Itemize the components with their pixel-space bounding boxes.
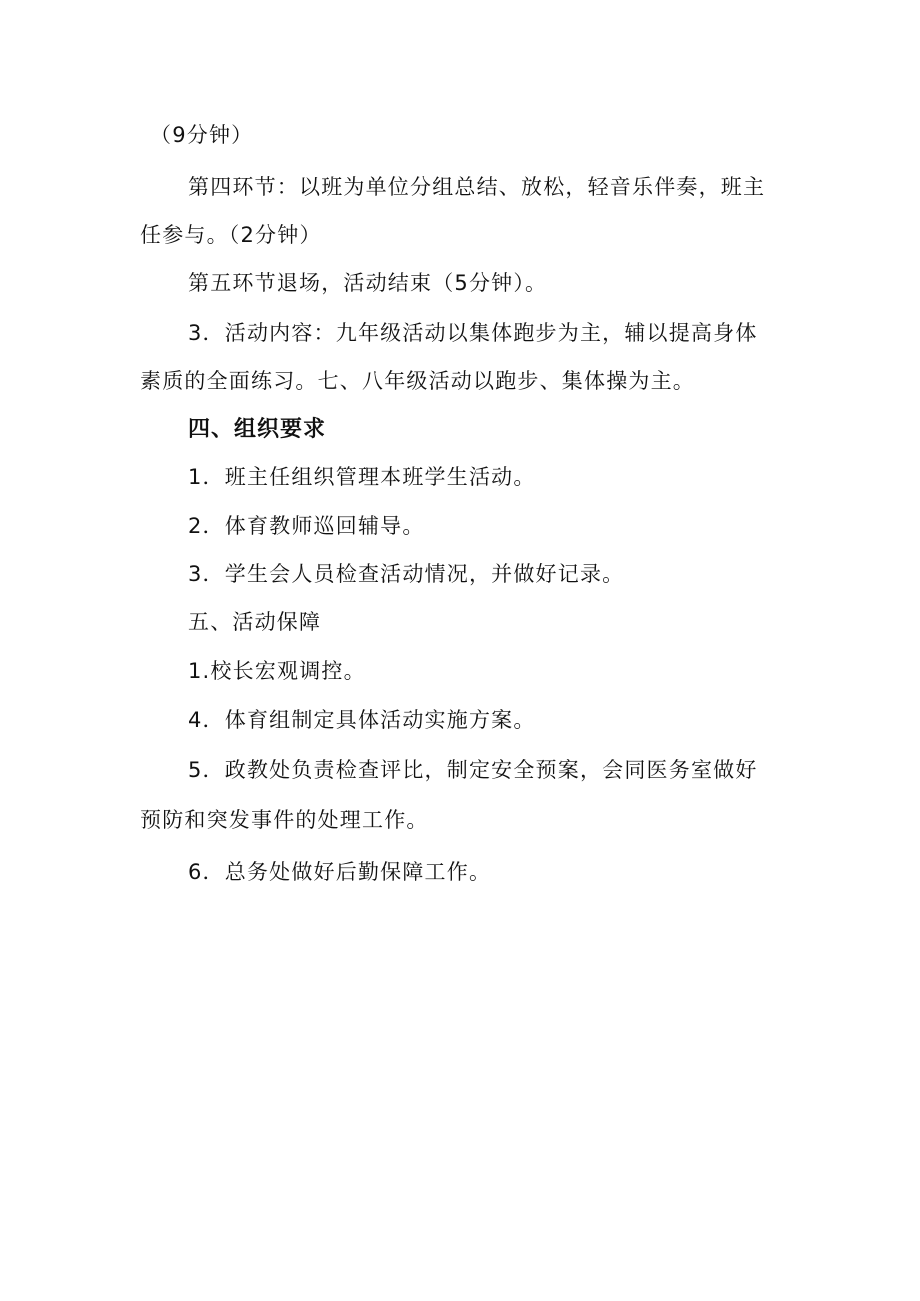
text-line: 预防和突发事件的处理工作。: [140, 808, 429, 832]
text-line: （9分钟）: [150, 123, 254, 147]
text-line: 第四环节：以班为单位分组总结、放松，轻音乐伴奏，班主: [188, 175, 766, 199]
text-line: 素质的全面练习。七、八年级活动以跑步、集体操为主。: [140, 369, 695, 393]
text-line: 5．政教处负责检查评比，制定安全预案，会同医务室做好: [188, 758, 758, 782]
section-heading: 五、活动保障: [188, 610, 322, 634]
text-line: 4．体育组制定具体活动实施方案。: [188, 708, 536, 732]
section-heading: 四、组织要求: [188, 417, 327, 442]
text-line: 3．学生会人员检查活动情况，并做好记录。: [188, 562, 625, 586]
text-line: 6．总务处做好后勤保障工作。: [188, 860, 492, 884]
text-line: 任参与。（2分钟）: [140, 223, 322, 247]
text-line: 3．活动内容：九年级活动以集体跑步为主，辅以提高身体: [188, 321, 758, 345]
text-line: 2．体育教师巡回辅导。: [188, 514, 425, 538]
text-line: 1．班主任组织管理本班学生活动。: [188, 465, 536, 489]
text-line: 1.校长宏观调控。: [188, 659, 366, 683]
text-line: 第五环节退场，活动结束（5分钟）。: [188, 271, 548, 295]
